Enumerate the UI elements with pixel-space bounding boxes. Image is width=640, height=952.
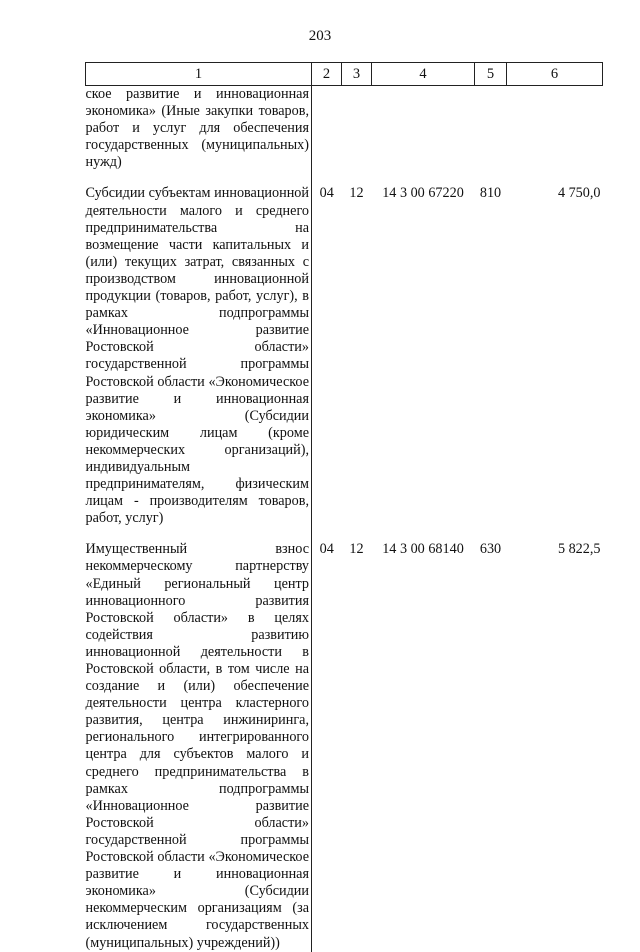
row-subsection: 12 (349, 541, 364, 558)
table-row (86, 86, 603, 172)
row-amount (507, 86, 603, 172)
row-target-article: 14 3 00 68140 (382, 541, 464, 558)
row-name: ское развитие и инновационная экономика» (Иные закупки товаров, работ и услуг для обеспечения государственных (муниципальных) нужд) (86, 86, 312, 172)
row-name: Имущественный взнос некоммерческому партнерству «Единый региональный центр инновационного развития Ростовской области» в целях содействия развитию инновационной деятельности в Ростовской области, в том числе на создание и (или) обеспечение деятельности центра кластерного развития, центра инжиниринга, регионального интегрированного центра для субъектов малого и среднего предпринимательства в рамках подпрограммы «Инновационное развитие Ростовской области» государственной программы Ростовской области «Экономическое развитие и инновационная экономика» (Субсидии некоммерческим организациям (за исключением государственных (муниципальных) учреждений)) (86, 541, 312, 951)
column-header-4: 4 (372, 63, 475, 86)
table-row (86, 185, 603, 527)
row-section (312, 86, 342, 172)
table-row (86, 541, 603, 951)
row-gap (86, 171, 603, 185)
column-header-2: 2 (312, 63, 342, 86)
row-section: 04 (319, 541, 334, 558)
column-header-3: 3 (342, 63, 372, 86)
row-subsection: 12 (349, 185, 364, 202)
row-amount: 5 822,5 (557, 541, 601, 558)
row-section: 04 (319, 185, 334, 202)
row-amount: 4 750,0 (557, 185, 601, 202)
column-header-5: 5 (475, 63, 507, 86)
row-expense-type: 810 (479, 185, 502, 202)
row-expense-type: 630 (479, 541, 502, 558)
page-number: 203 (308, 28, 332, 44)
column-header-6: 6 (507, 63, 603, 86)
column-header-1: 1 (86, 63, 312, 86)
row-target-article (372, 86, 475, 172)
row-target-article: 14 3 00 67220 (382, 185, 464, 202)
budget-table (85, 62, 603, 952)
row-expense-type (475, 86, 507, 172)
row-subsection (342, 86, 372, 172)
row-name: Субсидии субъектам инновационной деятельности малого и среднего предпринимательства на возмещение части капитальных и (или) текущих затрат, связанных с производством инновационной продукции (товаров, работ, услуг), в рамках подпрограммы «Инновационное развитие Ростовской области» государственной программы Ростовской области «Экономическое развитие и инновационная экономика» (Субсидии юридическим лицам (кроме некоммерческих организаций), индивидуальным предпринимателям, физическим лицам - производителям товаров, работ, услуг) (86, 185, 312, 527)
table-header-row (86, 63, 603, 86)
row-gap (86, 527, 603, 541)
